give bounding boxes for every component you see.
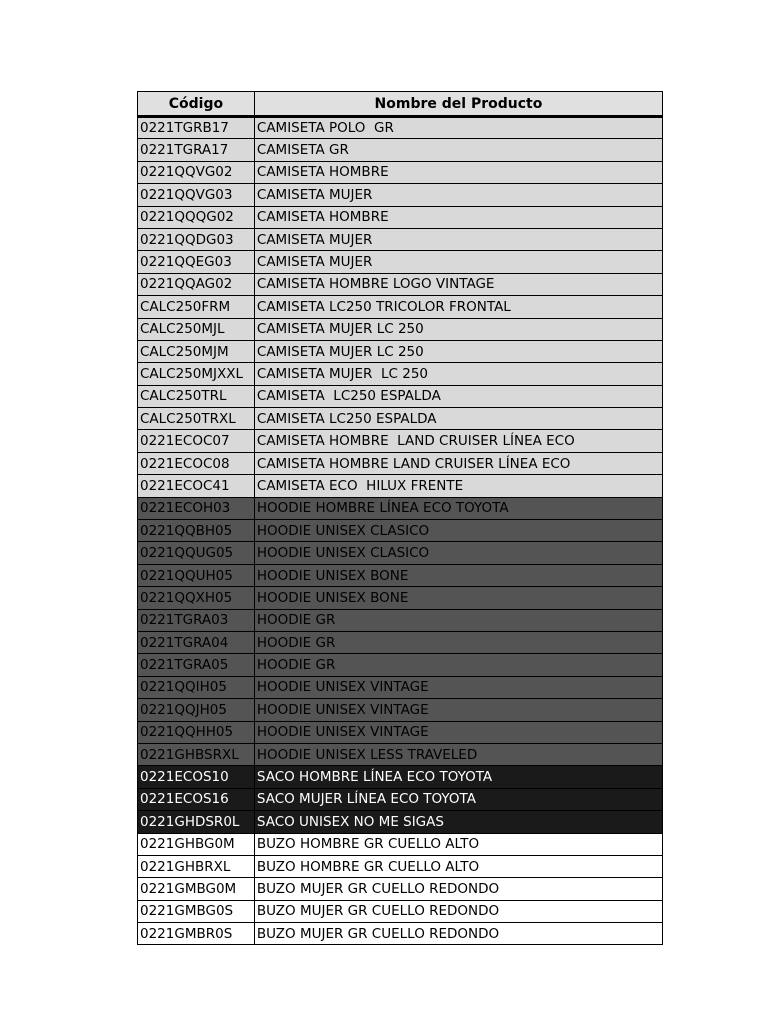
table-row [138,631,663,653]
table-row [138,251,663,273]
product-name-cell: CAMISETA MUJER LC 250 [254,363,662,385]
table-row [138,430,663,452]
product-code-cell: 0221ECOC08 [138,452,255,474]
table-row [138,833,663,855]
column-header-name: Nombre del Producto [254,92,662,117]
product-name-cell: CAMISETA HOMBRE LAND CRUISER LÍNEA ECO [254,430,662,452]
product-code-cell: 0221QQEG03 [138,251,255,273]
table-row [138,408,663,430]
product-code-cell: 0221QQDG03 [138,228,255,250]
product-name-cell: CAMISETA HOMBRE LAND CRUISER LÍNEA ECO [254,452,662,474]
product-name-cell: HOODIE UNISEX CLASICO [254,542,662,564]
product-code-cell: 0221TGRA04 [138,631,255,653]
product-name-cell: CAMISETA LC250 ESPALDA [254,385,662,407]
table-row [138,811,663,833]
table-row [138,340,663,362]
product-table [137,91,663,945]
table-row [138,363,663,385]
table-row [138,385,663,407]
product-name-cell: CAMISETA MUJER [254,184,662,206]
product-name-cell: CAMISETA MUJER [254,228,662,250]
product-code-cell: 0221ECOC41 [138,475,255,497]
product-code-cell: 0221GMBG0M [138,878,255,900]
table-row [138,878,663,900]
product-name-cell: CAMISETA POLO GR [254,117,662,139]
table-row [138,564,663,586]
product-name-cell: CAMISETA MUJER [254,251,662,273]
product-code-cell: 0221GHBG0M [138,833,255,855]
product-name-cell: CAMISETA MUJER LC 250 [254,340,662,362]
product-code-cell: 0221QQVG02 [138,161,255,183]
table-row [138,699,663,721]
table-row [138,206,663,228]
product-name-cell: CAMISETA MUJER LC 250 [254,318,662,340]
product-code-cell: CALC250TRL [138,385,255,407]
product-name-cell: CAMISETA LC250 TRICOLOR FRONTAL [254,296,662,318]
table-row [138,475,663,497]
table-row [138,766,663,788]
product-name-cell: HOODIE UNISEX VINTAGE [254,721,662,743]
table-row [138,654,663,676]
product-name-cell: HOODIE HOMBRE LÍNEA ECO TOYOTA [254,497,662,519]
product-name-cell: BUZO MUJER GR CUELLO REDONDO [254,878,662,900]
product-name-cell: HOODIE GR [254,654,662,676]
table-row [138,318,663,340]
product-code-cell: 0221QQHH05 [138,721,255,743]
product-code-cell: 0221TGRA17 [138,139,255,161]
table-row [138,161,663,183]
product-code-cell: 0221QQQG02 [138,206,255,228]
product-code-cell: 0221QQUG05 [138,542,255,564]
product-name-cell: HOODIE UNISEX BONE [254,564,662,586]
product-name-cell: BUZO HOMBRE GR CUELLO ALTO [254,855,662,877]
table-row [138,609,663,631]
table-row [138,587,663,609]
product-name-cell: HOODIE UNISEX VINTAGE [254,676,662,698]
product-code-cell: 0221QQVG03 [138,184,255,206]
table-row [138,296,663,318]
product-code-cell: 0221GHBSRXL [138,743,255,765]
product-code-cell: 0221QQIH05 [138,676,255,698]
table-row [138,923,663,945]
product-code-cell: 0221GHBRXL [138,855,255,877]
product-name-cell: CAMISETA GR [254,139,662,161]
product-name-cell: CAMISETA HOMBRE [254,161,662,183]
product-name-cell: CAMISETA LC250 ESPALDA [254,408,662,430]
table-row [138,788,663,810]
product-code-cell: 0221QQJH05 [138,699,255,721]
table-row [138,117,663,139]
product-name-cell: CAMISETA HOMBRE LOGO VINTAGE [254,273,662,295]
product-name-cell: BUZO MUJER GR CUELLO REDONDO [254,923,662,945]
product-code-cell: 0221TGRB17 [138,117,255,139]
product-code-cell: 0221TGRA03 [138,609,255,631]
product-name-cell: HOODIE GR [254,631,662,653]
product-name-cell: HOODIE UNISEX CLASICO [254,520,662,542]
table-row [138,273,663,295]
table-row [138,900,663,922]
product-code-cell: 0221ECOC07 [138,430,255,452]
product-name-cell: CAMISETA HOMBRE [254,206,662,228]
product-code-cell: 0221QQBH05 [138,520,255,542]
product-name-cell: SACO HOMBRE LÍNEA ECO TOYOTA [254,766,662,788]
table-row [138,228,663,250]
table-row [138,676,663,698]
product-code-cell: CALC250FRM [138,296,255,318]
product-name-cell: SACO UNISEX NO ME SIGAS [254,811,662,833]
product-name-cell: HOODIE UNISEX BONE [254,587,662,609]
product-code-cell: 0221GHDSR0L [138,811,255,833]
table-header-row [138,92,663,117]
product-code-cell: 0221ECOS16 [138,788,255,810]
product-code-cell: 0221GMBG0S [138,900,255,922]
table-body [138,117,663,945]
product-code-cell: 0221QQAG02 [138,273,255,295]
table-row [138,184,663,206]
product-name-cell: BUZO HOMBRE GR CUELLO ALTO [254,833,662,855]
product-name-cell: BUZO MUJER GR CUELLO REDONDO [254,900,662,922]
table-row [138,452,663,474]
table-row [138,542,663,564]
table-row [138,721,663,743]
product-code-cell: 0221QQXH05 [138,587,255,609]
column-header-code: Código [138,92,255,117]
product-name-cell: HOODIE GR [254,609,662,631]
product-code-cell: 0221TGRA05 [138,654,255,676]
table-row [138,855,663,877]
product-code-cell: CALC250MJXXL [138,363,255,385]
product-code-cell: 0221ECOS10 [138,766,255,788]
table-row [138,743,663,765]
product-code-cell: 0221ECOH03 [138,497,255,519]
product-name-cell: HOODIE UNISEX VINTAGE [254,699,662,721]
product-name-cell: HOODIE UNISEX LESS TRAVELED [254,743,662,765]
product-code-cell: 0221QQUH05 [138,564,255,586]
product-code-cell: 0221GMBR0S [138,923,255,945]
product-name-cell: SACO MUJER LÍNEA ECO TOYOTA [254,788,662,810]
table-row [138,520,663,542]
table-row [138,497,663,519]
product-name-cell: CAMISETA ECO HILUX FRENTE [254,475,662,497]
table-row [138,139,663,161]
product-code-cell: CALC250MJL [138,318,255,340]
product-code-cell: CALC250MJM [138,340,255,362]
product-code-cell: CALC250TRXL [138,408,255,430]
